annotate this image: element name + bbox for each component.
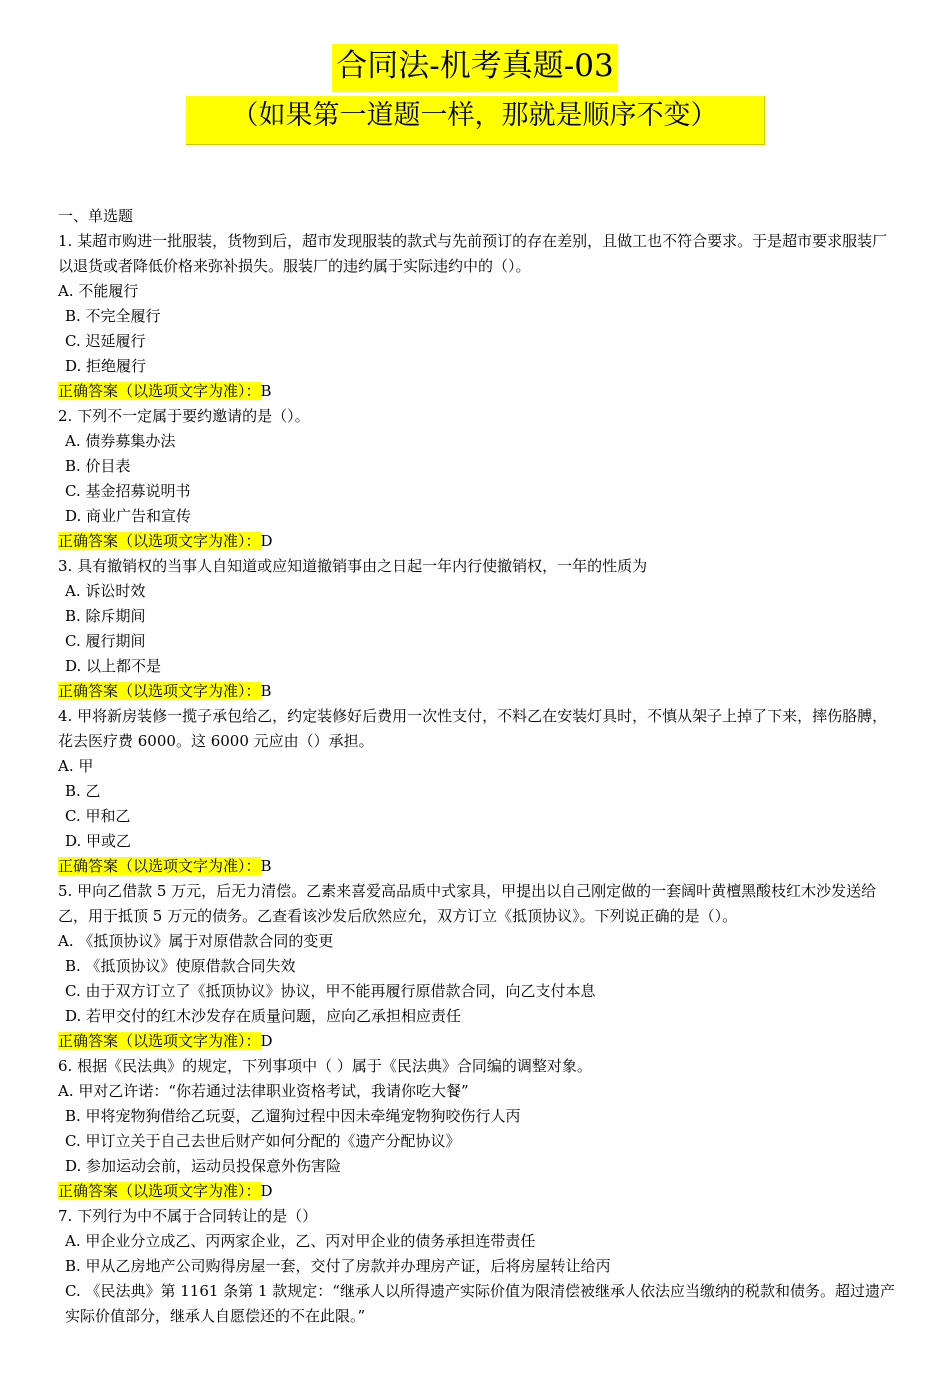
question-5-answer (58, 1029, 898, 1054)
answer-label: 正确答案（以选项文字为准）： (58, 532, 261, 550)
question-6-answer (58, 1179, 898, 1204)
question-4-answer (58, 854, 898, 879)
question-4-option-d: D. 甲或乙 (65, 832, 132, 850)
question-1-option-a: A. 不能履行 (58, 282, 139, 300)
question-list (58, 204, 898, 1329)
answer-value: D (260, 1032, 273, 1050)
question-4-stem: 4. 甲将新房装修一揽子承包给乙，约定装修好后费用一次性支付，不料乙在安装灯具时，不慎从架子上掉了下来，摔伤胳膊，花去医疗费 6000。这 6000 元应由（）承担。 (58, 707, 888, 750)
answer-label: 正确答案（以选项文字为准）： (58, 1032, 261, 1050)
question-7-option-b: B. 甲从乙房地产公司购得房屋一套，交付了房款并办理房产证，后将房屋转让给丙 (65, 1257, 611, 1275)
answer-value: D (260, 1182, 273, 1200)
title-block (0, 44, 950, 92)
document-title: 合同法-机考真题-03 (332, 44, 617, 92)
question-3-option-d: D. 以上都不是 (65, 657, 162, 675)
question-3-option-c: C. 履行期间 (65, 632, 146, 650)
question-6-option-c: C. 甲订立关于自己去世后财产如何分配的《遗产分配协议》 (65, 1132, 461, 1150)
document-subtitle: （如果第一道题一样，那就是顺序不变） (186, 96, 765, 145)
question-7-option-c: C. 《民法典》第 1161 条第 1 款规定：“继承人以所得遗产实际价值为限清偿被继承人依法应当缴纳的税款和债务。超过遗产实际价值部分，继承人自愿偿还的不在此限。” (65, 1282, 895, 1325)
question-3-option-a: A. 诉讼时效 (65, 582, 146, 600)
question-1-option-b: B. 不完全履行 (65, 307, 161, 325)
answer-value: B (260, 382, 272, 400)
question-5-option-c: C. 由于双方订立了《抵顶协议》协议，甲不能再履行原借款合同，向乙支付本息 (65, 982, 596, 1000)
section-heading: 一、单选题 (58, 207, 134, 225)
question-2-option-d: D. 商业广告和宣传 (65, 507, 192, 525)
question-2-option-c: C. 基金招募说明书 (65, 482, 191, 500)
question-6-option-d: D. 参加运动会前，运动员投保意外伤害险 (65, 1157, 342, 1175)
question-5-option-b: B. 《抵顶协议》使原借款合同失效 (65, 957, 296, 975)
answer-value: D (260, 532, 273, 550)
question-6-option-b: B. 甲将宠物狗借给乙玩耍，乙遛狗过程中因未牵绳宠物狗咬伤行人丙 (65, 1107, 521, 1125)
question-7-option-a: A. 甲企业分立成乙、丙两家企业，乙、丙对甲企业的债务承担连带责任 (65, 1232, 536, 1250)
question-2-stem: 2. 下列不一定属于要约邀请的是（）。 (58, 407, 310, 425)
question-3-answer (58, 679, 898, 704)
question-1-stem: 1. 某超市购进一批服装，货物到后，超市发现服装的款式与先前预订的存在差别，且做工也不符合要求。于是超市要求服装厂以退货或者降低价格来弥补损失。服装厂的违约属于实际违约中的（）。 (58, 232, 888, 275)
question-2-answer (58, 529, 898, 554)
question-7-stem: 7. 下列行为中不属于合同转让的是（） (58, 1207, 318, 1225)
question-1-option-d: D. 拒绝履行 (65, 357, 147, 375)
question-6-stem: 6. 根据《民法典》的规定，下列事项中（ ）属于《民法典》合同编的调整对象。 (58, 1057, 592, 1075)
question-1-answer (58, 379, 898, 404)
question-5-option-d: D. 若甲交付的红木沙发存在质量问题，应向乙承担相应责任 (65, 1007, 462, 1025)
question-1-option-c: C. 迟延履行 (65, 332, 146, 350)
answer-label: 正确答案（以选项文字为准）： (58, 382, 261, 400)
question-3-stem: 3. 具有撤销权的当事人自知道或应知道撤销事由之日起一年内行使撤销权，一年的性质为 (58, 557, 648, 575)
question-2-option-a: A. 债券募集办法 (65, 432, 176, 450)
subtitle-block (0, 96, 950, 145)
answer-label: 正确答案（以选项文字为准）： (58, 857, 261, 875)
answer-label: 正确答案（以选项文字为准）： (58, 1182, 261, 1200)
answer-label: 正确答案（以选项文字为准）： (58, 682, 261, 700)
question-5-stem: 5. 甲向乙借款 5 万元，后无力清偿。乙素来喜爱高品质中式家具，甲提出以自己刚定做的一套阔叶黄檀黑酸枝红木沙发送给乙，用于抵顶 5 万元的债务。乙查看该沙发后欣然应允，双方订立《抵顶协议》。下列说正确的是（）。 (58, 882, 877, 925)
question-4-option-b: B. 乙 (65, 782, 101, 800)
question-4-option-a: A. 甲 (58, 757, 94, 775)
question-4-option-c: C. 甲和乙 (65, 807, 131, 825)
answer-value: B (260, 682, 272, 700)
answer-value: B (260, 857, 272, 875)
question-3-option-b: B. 除斥期间 (65, 607, 146, 625)
question-2-option-b: B. 价目表 (65, 457, 131, 475)
question-6-option-a: A. 甲对乙许诺：“你若通过法律职业资格考试，我请你吃大餐” (58, 1082, 469, 1100)
question-5-option-a: A. 《抵顶协议》属于对原借款合同的变更 (58, 932, 334, 950)
